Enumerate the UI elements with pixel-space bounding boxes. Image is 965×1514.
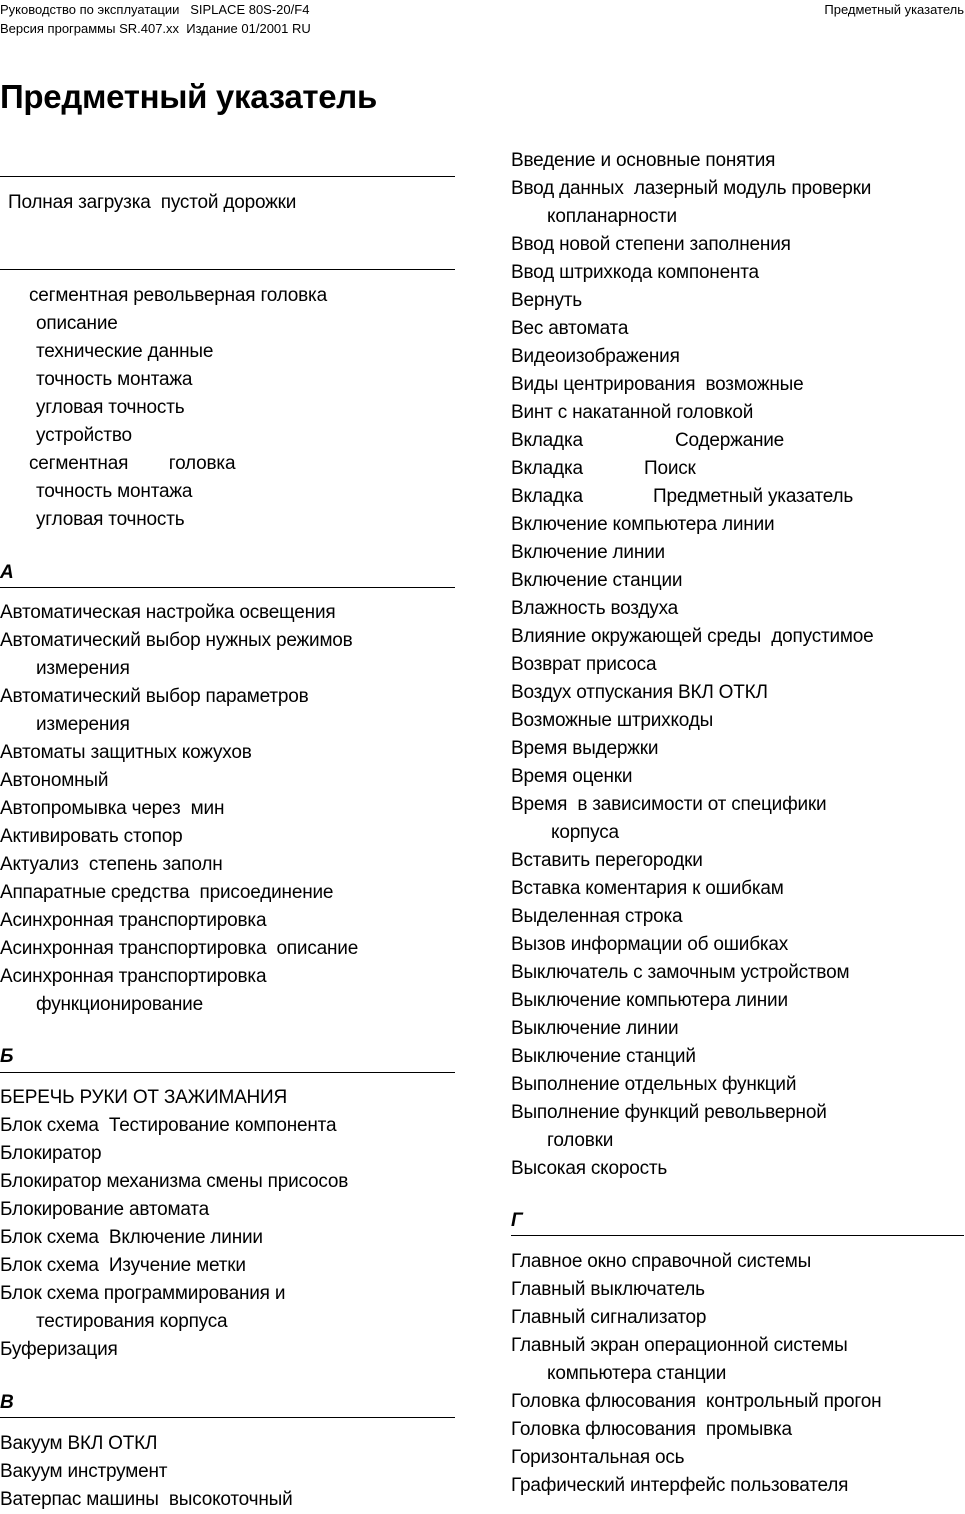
index-entry: Вставить перегородки	[511, 850, 703, 871]
index-entry: Ввод штрихкода компонента	[511, 262, 759, 283]
index-entry-continuation: компьютера станции	[547, 1363, 727, 1384]
index-entry: Воздух отпускания ВКЛ ОТКЛ	[511, 682, 768, 703]
index-entry: Введение и основные понятия	[511, 150, 776, 171]
index-entry: Выполнение отдельных функций	[511, 1074, 797, 1095]
index-entry: Блокиратор	[0, 1143, 102, 1164]
index-entry: Возможные штрихкоды	[511, 710, 714, 731]
index-entry: Главный экран операционной системы	[511, 1335, 848, 1356]
header-version: Версия программы SR.407.xx Издание 01/2001 RU	[0, 21, 311, 36]
index-entry: Включение линии	[511, 542, 665, 563]
page-title: Предметный указатель	[0, 78, 377, 115]
index-entry: Выключение станций	[511, 1046, 696, 1067]
index-entry: Включение станции	[511, 570, 683, 591]
index-entry-continuation: измерения	[36, 714, 130, 735]
index-entry: Автоматический выбор параметров	[0, 686, 309, 707]
index-entry: Время выдержки	[511, 738, 659, 759]
index-entry: Автономный	[0, 770, 109, 791]
section-letter-v: В	[0, 1392, 14, 1413]
index-entry: Вкладка	[511, 430, 583, 451]
index-entry-continuation: измерения	[36, 658, 130, 679]
index-entry: Головка флюсования контрольный прогон	[511, 1391, 882, 1412]
index-entry-continuation: копланарности	[547, 206, 677, 227]
index-entry-continuation: функционирование	[36, 994, 203, 1015]
section-letter-b: Б	[0, 1046, 14, 1067]
index-entry: Выключатель с замочным устройством	[511, 962, 850, 983]
index-entry: Выключение компьютера линии	[511, 990, 788, 1011]
index-entry: Автоматическая настройка освещения	[0, 602, 336, 623]
index-entry: Вакуум ВКЛ ОТКЛ	[0, 1433, 158, 1454]
index-entry: Время в зависимости от специфики	[511, 794, 827, 815]
index-entry: Вставка коментария к ошибкам	[511, 878, 784, 899]
index-entry: Вызов информации об ошибках	[511, 934, 789, 955]
index-entry: Блокирование автомата	[0, 1199, 209, 1220]
index-entry: Выполнение функций револьверной	[511, 1102, 827, 1123]
divider	[0, 1072, 455, 1073]
index-entry: Влияние окружающей среды допустимое	[511, 626, 874, 647]
index-entry: Асинхронная транспортировка	[0, 910, 267, 931]
header-section: Предметный указатель	[824, 2, 964, 17]
index-entry: Выделенная строка	[511, 906, 683, 927]
index-entry-continuation: тестирования корпуса	[36, 1311, 228, 1332]
index-entry: Виды центрирования возможные	[511, 374, 804, 395]
index-entry: Полная загрузка пустой дорожки	[8, 192, 297, 213]
divider	[0, 587, 455, 588]
index-entry: Главный сигнализатор	[511, 1307, 707, 1328]
index-entry: Видеоизображения	[511, 346, 680, 367]
index-entry: Аппаратные средства присоединение	[0, 882, 334, 903]
index-entry: Графический интерфейс пользователя	[511, 1475, 849, 1496]
header-manual-title: Руководство по эксплуатации SIPLACE 80S-20/F4	[0, 2, 310, 17]
index-entry: Автопромывка через мин	[0, 798, 225, 819]
index-entry: Вкладка	[511, 486, 583, 507]
index-entry-tab-name: Предметный указатель	[653, 486, 854, 507]
index-entry-tab-name: Поиск	[644, 458, 696, 479]
index-entry: Буферизация	[0, 1339, 118, 1360]
divider	[0, 269, 455, 270]
index-entry: сегментная головка	[29, 453, 236, 474]
index-entry: Вакуум инструмент	[0, 1461, 168, 1482]
index-entry: Включение компьютера линии	[511, 514, 775, 535]
index-entry: Актуализ степень заполн	[0, 854, 223, 875]
index-entry: Блок схема Тестирование компонента	[0, 1115, 337, 1136]
index-entry-continuation: корпуса	[551, 822, 619, 843]
index-entry: Главный выключатель	[511, 1279, 705, 1300]
divider	[511, 1235, 964, 1236]
divider	[0, 1417, 455, 1418]
index-entry-continuation: головки	[547, 1130, 614, 1151]
index-entry: Блок схема программирования и	[0, 1283, 286, 1304]
index-entry: Головка флюсования промывка	[511, 1419, 792, 1440]
index-entry: Ввод новой степени заполнения	[511, 234, 791, 255]
index-entry: Высокая скорость	[511, 1158, 668, 1179]
index-entry: Блок схема Изучение метки	[0, 1255, 246, 1276]
running-header	[0, 0, 311, 38]
index-entry: БЕРЕЧЬ РУКИ ОТ ЗАЖИМАНИЯ	[0, 1087, 288, 1108]
section-letter-g: Г	[511, 1210, 523, 1231]
index-subentry: угловая точность	[36, 509, 185, 530]
index-entry: Время оценки	[511, 766, 633, 787]
index-entry: Автоматический выбор нужных режимов	[0, 630, 353, 651]
index-entry: Главное окно справочной системы	[511, 1251, 812, 1272]
index-subentry: описание	[36, 313, 118, 334]
index-entry: сегментная револьверная головка	[29, 285, 327, 306]
index-entry: Вкладка	[511, 458, 583, 479]
index-subentry: точность монтажа	[36, 481, 193, 502]
index-entry: Автоматы защитных кожухов	[0, 742, 252, 763]
index-entry: Горизонтальная ось	[511, 1447, 685, 1468]
index-subentry: точность монтажа	[36, 369, 193, 390]
index-subentry: технические данные	[36, 341, 214, 362]
index-entry: Влажность воздуха	[511, 598, 679, 619]
index-entry: Возврат присоса	[511, 654, 657, 675]
index-entry-tab-name: Содержание	[675, 430, 785, 451]
section-letter-a: А	[0, 562, 14, 583]
index-entry: Винт с накатанной головкой	[511, 402, 754, 423]
index-entry: Вернуть	[511, 290, 583, 311]
index-entry: Ватерпас машины высокоточный	[0, 1489, 293, 1510]
index-entry: Блокиратор механизма смены присосов	[0, 1171, 349, 1192]
index-entry: Вес автомата	[511, 318, 629, 339]
index-entry: Выключение линии	[511, 1018, 679, 1039]
index-entry: Активировать стопор	[0, 826, 183, 847]
index-entry: Блок схема Включение линии	[0, 1227, 263, 1248]
index-entry: Ввод данных лазерный модуль проверки	[511, 178, 872, 199]
index-entry: Асинхронная транспортировка описание	[0, 938, 359, 959]
index-subentry: угловая точность	[36, 397, 185, 418]
index-entry: Асинхронная транспортировка	[0, 966, 267, 987]
divider	[0, 176, 455, 177]
index-subentry: устройство	[36, 425, 132, 446]
